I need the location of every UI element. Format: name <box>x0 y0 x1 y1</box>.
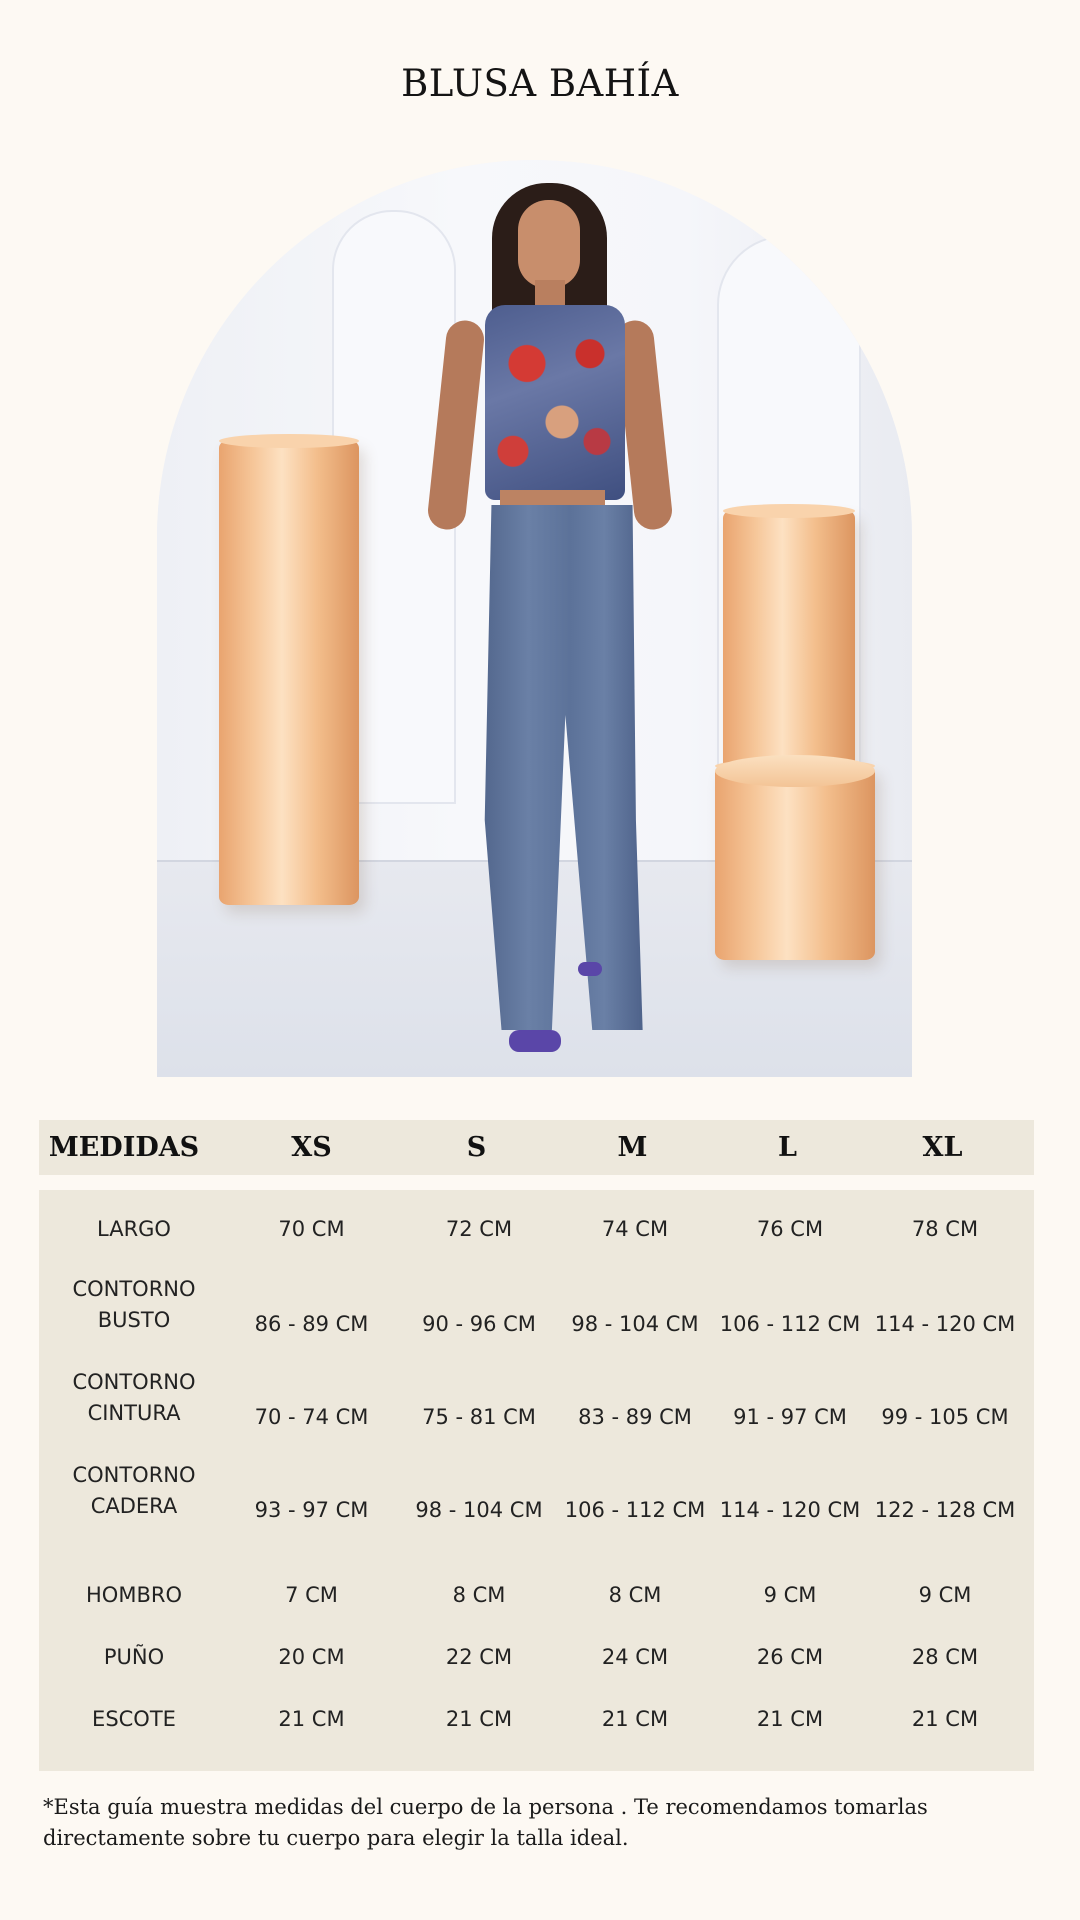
table-cell: 122 - 128 CM <box>874 1498 1016 1522</box>
blouse <box>485 305 625 500</box>
header-xs: XS <box>291 1132 332 1163</box>
footnote: *Esta guía muestra medidas del cuerpo de la persona . Te recomendamos tomarlas directamente sobre tu cuerpo para elegir la talla ideal. <box>43 1795 928 1850</box>
table-cell: 7 CM <box>285 1583 338 1607</box>
table-cell: 8 CM <box>608 1583 662 1607</box>
table-row-contorno-cadera <box>39 1452 1034 1530</box>
table-cell: 9 CM <box>918 1583 972 1607</box>
shoe-left <box>509 1030 561 1052</box>
table-cell: 70 - 74 CM <box>254 1405 369 1429</box>
table-row-contorno-busto <box>39 1266 1034 1344</box>
row-label: CONTORNO CADERA <box>72 1463 196 1518</box>
row-label: HOMBRO <box>86 1582 182 1607</box>
table-cell: 28 CM <box>911 1645 979 1669</box>
table-cell: 83 - 89 CM <box>578 1405 692 1429</box>
header-medidas: MEDIDAS <box>48 1132 200 1163</box>
table-cell: 22 CM <box>445 1645 513 1669</box>
row-label: PUÑO <box>103 1644 165 1669</box>
table-cell: 114 - 120 CM <box>874 1312 1016 1336</box>
table-row-hombro <box>39 1574 1034 1616</box>
table-cell: 90 - 96 CM <box>422 1312 536 1336</box>
table-cell: 98 - 104 CM <box>415 1498 543 1522</box>
table-cell: 21 CM <box>445 1707 513 1731</box>
model-face <box>518 200 580 288</box>
table-cell: 78 CM <box>911 1217 979 1241</box>
table-cell: 21 CM <box>756 1707 824 1731</box>
size-table-header <box>39 1120 1034 1175</box>
table-cell: 74 CM <box>601 1217 669 1241</box>
table-cell: 20 CM <box>278 1645 345 1669</box>
table-cell: 86 - 89 CM <box>254 1312 369 1336</box>
header-s: S <box>466 1132 487 1163</box>
row-label: CONTORNO BUSTO <box>72 1277 196 1332</box>
table-row-contorno-cintura <box>39 1359 1034 1437</box>
header-l: L <box>778 1132 797 1163</box>
table-cell: 8 CM <box>452 1583 506 1607</box>
table-cell: 75 - 81 CM <box>422 1405 536 1429</box>
table-cell: 106 - 112 CM <box>564 1498 706 1522</box>
table-cell: 21 CM <box>601 1707 669 1731</box>
table-row-puno <box>39 1636 1034 1678</box>
page-title: BLUSA BAHÍA <box>401 62 679 105</box>
table-cell: 106 - 112 CM <box>719 1312 861 1336</box>
row-label: ESCOTE <box>92 1706 176 1731</box>
table-cell: 91 - 97 CM <box>733 1405 847 1429</box>
header-xl: XL <box>922 1132 963 1163</box>
table-cell: 76 CM <box>756 1217 824 1241</box>
table-cell: 114 - 120 CM <box>719 1498 861 1522</box>
table-cell: 9 CM <box>763 1583 817 1607</box>
table-cell: 98 - 104 CM <box>571 1312 699 1336</box>
shoe-right <box>578 962 602 976</box>
pedestal-right-short <box>715 765 875 960</box>
row-label: CONTORNO CINTURA <box>72 1370 196 1425</box>
table-row-escote <box>39 1698 1034 1740</box>
table-cell: 70 CM <box>278 1217 345 1241</box>
header-m: M <box>617 1132 648 1163</box>
table-cell: 24 CM <box>601 1645 669 1669</box>
table-cell: 99 - 105 CM <box>881 1405 1009 1429</box>
pedestal-left <box>219 440 359 905</box>
table-cell: 21 CM <box>278 1707 345 1731</box>
table-cell: 21 CM <box>911 1707 979 1731</box>
row-label: LARGO <box>97 1216 171 1241</box>
table-row-largo <box>39 1208 1034 1250</box>
table-cell: 72 CM <box>445 1217 513 1241</box>
size-table-body <box>39 1190 1034 1771</box>
table-cell: 26 CM <box>756 1645 824 1669</box>
table-cell: 93 - 97 CM <box>254 1498 369 1522</box>
